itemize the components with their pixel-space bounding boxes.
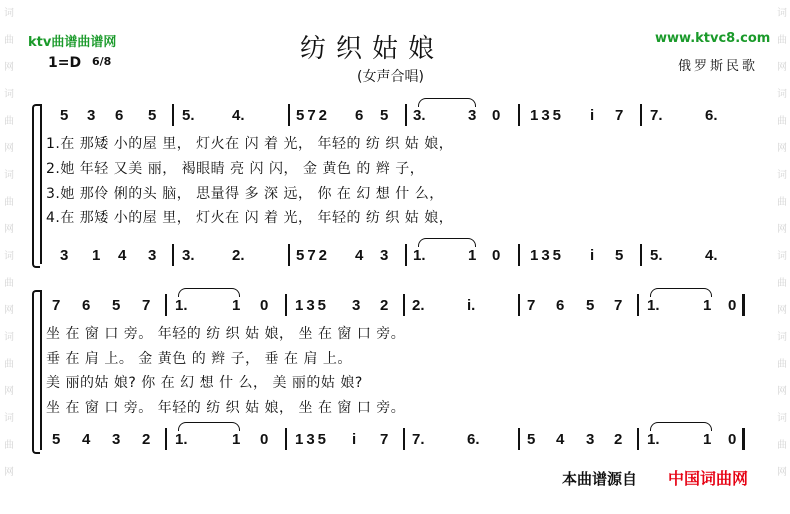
- note: 3: [586, 431, 595, 448]
- final-barline: [742, 428, 745, 450]
- note: 1.: [175, 297, 188, 314]
- note: 3.: [182, 247, 195, 264]
- note: 5: [380, 107, 389, 124]
- note: 4: [355, 247, 364, 264]
- barline: [518, 428, 520, 450]
- system1-brace: [32, 104, 40, 268]
- system2-start-bar: [40, 290, 42, 450]
- note: 7: [615, 107, 624, 124]
- composer: 俄罗斯民歌: [678, 59, 759, 74]
- barline: [405, 104, 407, 126]
- tie: [178, 422, 240, 431]
- note: 1: [232, 297, 241, 314]
- note: 6: [355, 107, 364, 124]
- note: i: [590, 247, 595, 264]
- barline: [518, 104, 520, 126]
- note: i: [352, 431, 357, 448]
- note: 1: [232, 431, 241, 448]
- note: 0: [728, 431, 737, 448]
- note: 3: [468, 107, 477, 124]
- barline: [172, 104, 174, 126]
- note: 6: [556, 297, 565, 314]
- song-subtitle: (女声合唱): [357, 69, 424, 85]
- note: 5: [586, 297, 595, 314]
- note: 5: [112, 297, 121, 314]
- note: 3: [60, 247, 69, 264]
- note: i.: [467, 297, 476, 314]
- note: 2.: [412, 297, 425, 314]
- note: 4.: [232, 107, 245, 124]
- note: 1: [703, 431, 712, 448]
- note: 0: [260, 431, 269, 448]
- note: 3: [87, 107, 96, 124]
- note: 5: [615, 247, 624, 264]
- note: 7.: [412, 431, 425, 448]
- note: 0: [492, 247, 501, 264]
- barline: [518, 294, 520, 316]
- note: 2: [380, 297, 389, 314]
- note: 1: [703, 297, 712, 314]
- barline: [288, 104, 290, 126]
- note: 572: [296, 247, 331, 264]
- note: 5: [52, 431, 61, 448]
- note: 135: [295, 297, 330, 314]
- note: 6.: [705, 107, 718, 124]
- note: 5.: [182, 107, 195, 124]
- lyric-line: 坐 在 窗 口 旁。 年轻的 纺 织 姑 娘， 坐 在 窗 口 旁。: [46, 400, 406, 416]
- note: 3: [352, 297, 361, 314]
- site-watermark-right: www.ktvc8.com: [655, 31, 771, 46]
- lyric-line: 1.在 那矮 小的屋 里， 灯火在 闪 着 光， 年轻的 纺 织 姑 娘，: [46, 136, 454, 152]
- note: 6: [82, 297, 91, 314]
- note: 135: [530, 247, 565, 264]
- note: 7: [142, 297, 151, 314]
- note: 3: [380, 247, 389, 264]
- note: 5: [60, 107, 69, 124]
- note: 5: [527, 431, 536, 448]
- note: 2.: [232, 247, 245, 264]
- note: 7: [380, 431, 389, 448]
- note: 4: [118, 247, 127, 264]
- note: 5.: [650, 247, 663, 264]
- tie: [418, 98, 476, 107]
- barline: [640, 104, 642, 126]
- lyric-line: 3.她 那伶 俐的头 脑， 思量得 多 深 远， 你 在 幻 想 什 么，: [46, 186, 444, 202]
- barline: [285, 294, 287, 316]
- tie: [418, 238, 476, 247]
- barline: [640, 244, 642, 266]
- note: 1.: [647, 297, 660, 314]
- final-barline: [742, 294, 745, 316]
- barline: [405, 244, 407, 266]
- lyric-line: 垂 在 肩 上。 金 黄色 的 辫 子， 垂 在 肩 上。: [46, 351, 352, 367]
- barline: [165, 294, 167, 316]
- system2-brace: [32, 290, 40, 454]
- barline: [172, 244, 174, 266]
- note: 1.: [413, 247, 426, 264]
- lyric-line: 坐 在 窗 口 旁。 年轻的 纺 织 姑 娘， 坐 在 窗 口 旁。: [46, 326, 406, 342]
- note: 1: [468, 247, 477, 264]
- barline: [288, 244, 290, 266]
- note: 5: [148, 107, 157, 124]
- left-watermark: 词曲网词曲网词曲网词曲网词曲网词曲网: [4, 8, 14, 478]
- tie: [650, 422, 712, 431]
- note: 1.: [647, 431, 660, 448]
- barline: [403, 294, 405, 316]
- note: 3: [112, 431, 121, 448]
- note: 7: [52, 297, 61, 314]
- note: 4: [82, 431, 91, 448]
- note: 7.: [650, 107, 663, 124]
- key-signature: 1=D: [48, 55, 82, 71]
- source-label: 本曲谱源自: [562, 470, 638, 488]
- tie: [178, 288, 240, 297]
- source-link[interactable]: 中国词曲网: [668, 469, 749, 488]
- lyric-line: 2.她 年轻 又美 丽， 褐眼睛 亮 闪 闪， 金 黄色 的 辫 子，: [46, 161, 425, 177]
- barline: [403, 428, 405, 450]
- note: 572: [296, 107, 331, 124]
- note: 0: [492, 107, 501, 124]
- note: 1: [92, 247, 101, 264]
- system1-start-bar: [40, 104, 42, 264]
- note: 7: [527, 297, 536, 314]
- barline: [165, 428, 167, 450]
- note: 7: [614, 297, 623, 314]
- note: 1.: [175, 431, 188, 448]
- site-watermark-left: ktv曲谱曲谱网: [28, 35, 117, 50]
- barline: [637, 428, 639, 450]
- note: 2: [142, 431, 151, 448]
- note: 6.: [467, 431, 480, 448]
- barline: [518, 244, 520, 266]
- note: 135: [295, 431, 330, 448]
- barline: [637, 294, 639, 316]
- note: 3.: [413, 107, 426, 124]
- barline: [285, 428, 287, 450]
- tie: [650, 288, 712, 297]
- note: 0: [260, 297, 269, 314]
- note: 4: [556, 431, 565, 448]
- note: 0: [728, 297, 737, 314]
- lyric-line: 4.在 那矮 小的屋 里， 灯火在 闪 着 光， 年轻的 纺 织 姑 娘，: [46, 210, 454, 226]
- note: 4.: [705, 247, 718, 264]
- song-title: 纺织姑娘: [300, 34, 445, 64]
- note: i: [590, 107, 595, 124]
- note: 6: [115, 107, 124, 124]
- time-signature: 6/8: [92, 55, 112, 68]
- note: 2: [614, 431, 623, 448]
- note: 3: [148, 247, 157, 264]
- right-watermark: 词曲网词曲网词曲网词曲网词曲网词曲网: [777, 8, 787, 478]
- note: 135: [530, 107, 565, 124]
- lyric-line: 美 丽的姑 娘? 你 在 幻 想 什 么， 美 丽的姑 娘?: [46, 375, 363, 391]
